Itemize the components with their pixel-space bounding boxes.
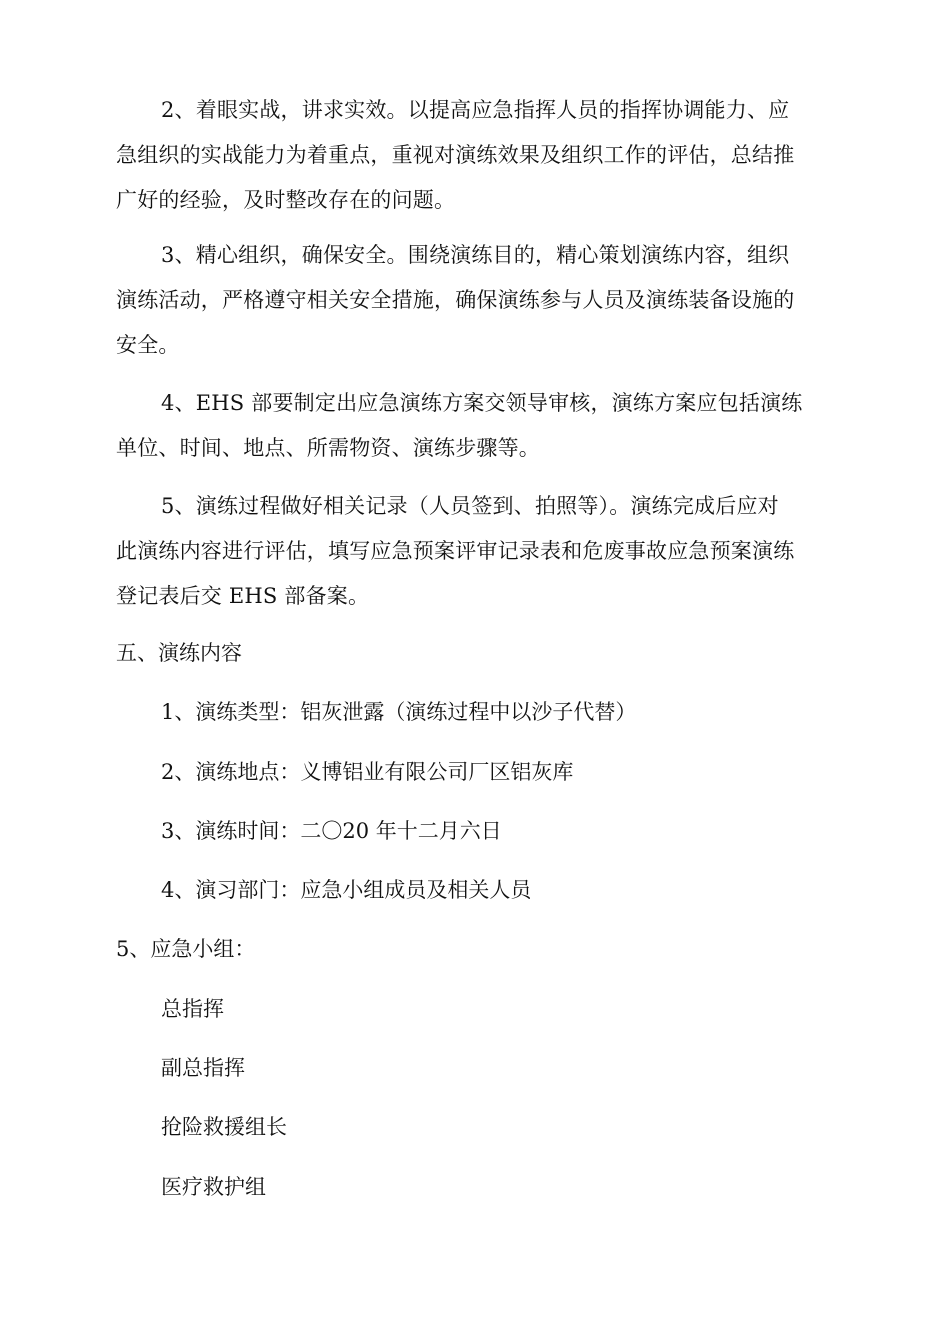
role-commander: 总指挥 [161, 997, 224, 1021]
text-line: 广好的经验，及时整改存在的问题。 [116, 188, 456, 212]
paragraph-4 [116, 381, 836, 471]
section-heading: 五、演练内容 [116, 641, 242, 665]
text-line: 5、演练过程做好相关记录（人员签到、拍照等）。演练完成后应对 [161, 494, 779, 518]
text-line: 演练活动，严格遵守相关安全措施，确保演练参与人员及演练装备设施的 [116, 288, 795, 312]
text-line: 急组织的实战能力为着重点，重视对演练效果及组织工作的评估，总结推 [116, 143, 795, 167]
paragraph-3 [116, 233, 836, 368]
content-item-time: 3、演练时间：二〇20 年十二月六日 [161, 819, 502, 843]
role-medical-group: 医疗救护组 [161, 1175, 266, 1199]
text-line: 登记表后交 EHS 部备案。 [116, 584, 370, 608]
text-line: 3、精心组织，确保安全。围绕演练目的，精心策划演练内容，组织 [161, 243, 790, 267]
group-heading: 5、应急小组： [116, 937, 256, 961]
role-deputy-commander: 副总指挥 [161, 1056, 245, 1080]
text-line: 单位、时间、地点、所需物资、演练步骤等。 [116, 436, 540, 460]
role-rescue-leader: 抢险救援组长 [161, 1115, 287, 1139]
text-line: 4、EHS 部要制定出应急演练方案交领导审核，演练方案应包括演练 [161, 391, 803, 415]
text-line: 2、着眼实战，讲求实效。以提高应急指挥人员的指挥协调能力、应 [161, 98, 790, 122]
paragraph-5 [116, 484, 836, 619]
content-item-type: 1、演练类型：铝灰泄露（演练过程中以沙子代替） [161, 700, 637, 724]
text-line: 安全。 [116, 333, 180, 357]
paragraph-2 [116, 88, 836, 223]
text-line: 此演练内容进行评估，填写应急预案评审记录表和危废事故应急预案演练 [116, 539, 795, 563]
content-item-department: 4、演习部门：应急小组成员及相关人员 [161, 878, 532, 902]
content-item-location: 2、演练地点：义博铝业有限公司厂区铝灰库 [161, 760, 574, 784]
